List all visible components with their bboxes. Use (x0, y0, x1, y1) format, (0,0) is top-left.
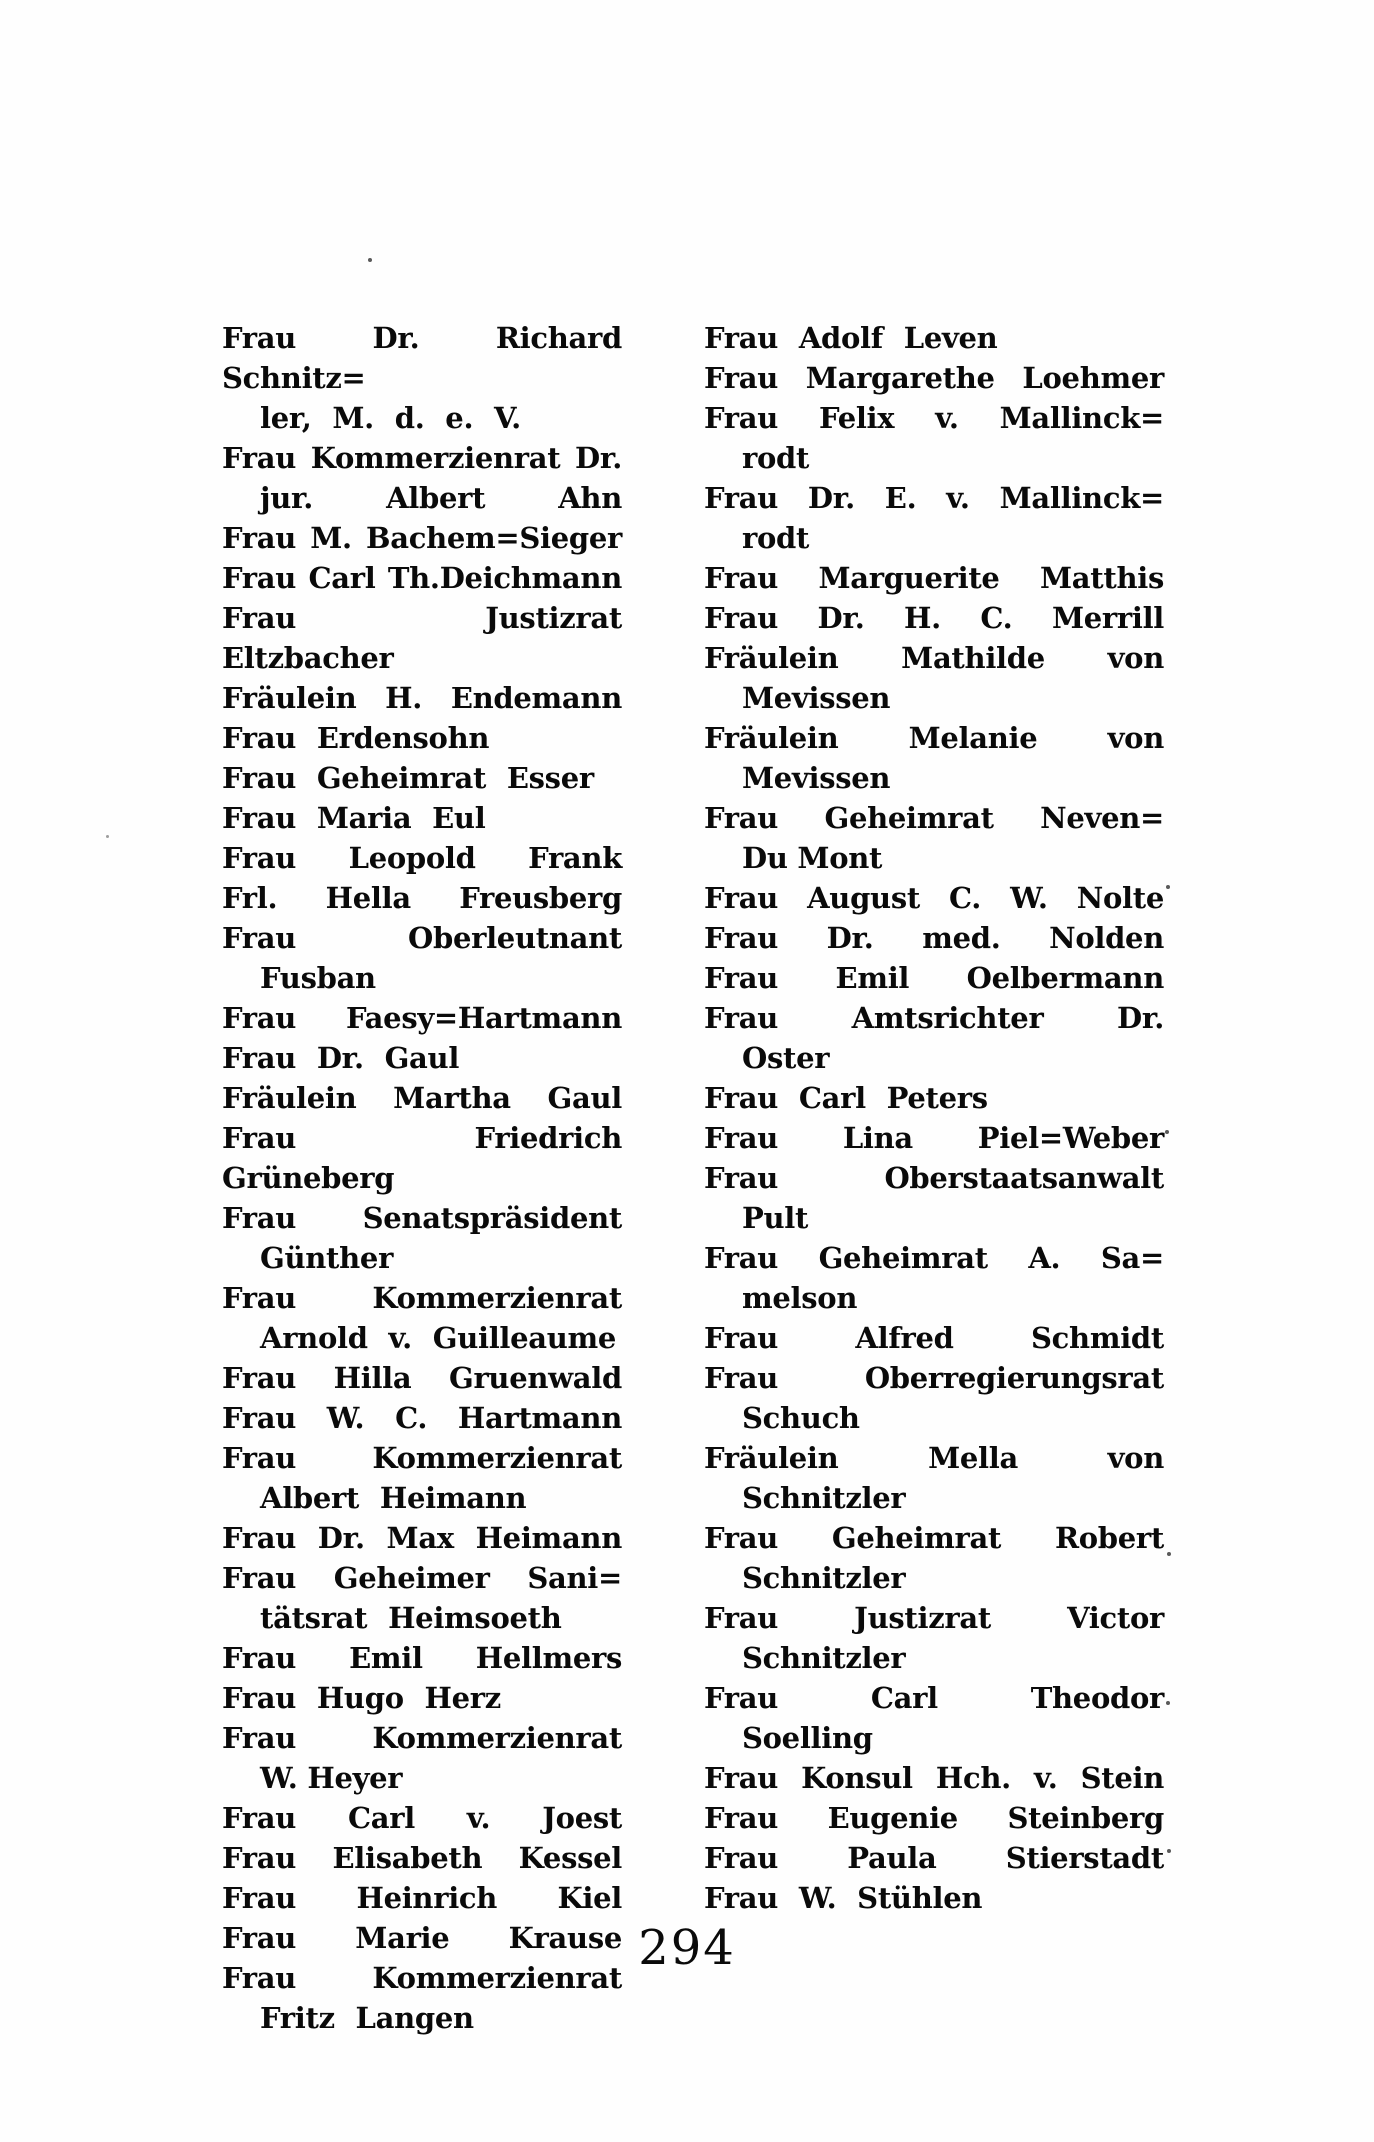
entry-line: Frau Geheimrat Robert (704, 1521, 1164, 1555)
entry-line: Frl. Hella Freusberg (222, 881, 622, 915)
entry-line: Fräulein Mella von (704, 1441, 1164, 1475)
entry-line: Frau Geheimrat Neven= (704, 801, 1164, 835)
entry-line: Frau Elisabeth Kessel (222, 1841, 622, 1875)
entry-line: Frau Senatspräsident (222, 1201, 622, 1235)
scan-speck (1167, 1849, 1171, 1853)
page-number: 294 (638, 1920, 736, 1976)
entry-line: Frau Carl Th.Deichmann (222, 561, 622, 595)
entry-line: Frau Kommerzienrat (222, 1721, 622, 1755)
entry-line: Frau Justizrat Victor (704, 1601, 1164, 1635)
entry-line: Frau Kommerzienrat Dr. (222, 441, 622, 475)
entry-line: Frau Margarethe Loehmer (704, 361, 1164, 395)
entry-line: Arnold v. Guilleaume (260, 1321, 617, 1355)
entry-line: Frau Oberstaatsanwalt (704, 1161, 1164, 1195)
entry-line: Schnitzler (742, 1481, 906, 1515)
entry-line: Frau Friedrich Grüneberg (222, 1121, 622, 1195)
entry-line: Frau Geheimrat Esser (222, 761, 594, 795)
scan-speck (368, 258, 372, 262)
entry-line: Fusban (260, 961, 376, 995)
entry-line: Frau Felix v. Mallinck= (704, 401, 1164, 435)
entry-line: Frau Emil Hellmers (222, 1641, 622, 1675)
scan-speck (106, 835, 109, 838)
entry-line: Frau Hugo Herz (222, 1681, 501, 1715)
entry-line: Soelling (742, 1721, 873, 1755)
entry-line: Frau Maria Eul (222, 801, 486, 835)
entry-line: Frau Erdensohn (222, 721, 490, 755)
entry-line: Fräulein Melanie von (704, 721, 1164, 755)
entry-line: Frau M. Bachem=Sieger (222, 521, 622, 555)
left-column (222, 318, 622, 2038)
entry-line: Frau Eugenie Steinberg (704, 1801, 1164, 1835)
scan-speck (1167, 1552, 1171, 1556)
entry-line: Frau August C. W. Nolte (704, 881, 1164, 915)
entry-line: Frau Kommerzienrat (222, 1281, 622, 1315)
scan-speck (1165, 1130, 1169, 1134)
entry-line: Frau Marguerite Matthis (704, 561, 1164, 595)
entry-line: Frau Geheimrat A. Sa= (704, 1241, 1164, 1275)
entry-line: W. Heyer (260, 1761, 403, 1795)
entry-line: Frau Emil Oelbermann (704, 961, 1164, 995)
entry-line: Schnitzler (742, 1641, 906, 1675)
entry-line: Oster (742, 1041, 830, 1075)
entry-line: Pult (742, 1201, 809, 1235)
entry-line: Du Mont (742, 841, 883, 875)
entry-line: tätsrat Heimsoeth (260, 1601, 562, 1635)
entry-line: Frau Geheimer Sani= (222, 1561, 622, 1595)
entry-line: Frau Oberleutnant (222, 921, 622, 955)
entry-line: Frau Carl v. Joest (222, 1801, 622, 1835)
entry-line: rodt (742, 441, 810, 475)
entry-line: Frau Dr. med. Nolden (704, 921, 1164, 955)
entry-line: Frau Lina Piel=Weber (704, 1121, 1164, 1155)
entry-line: Frau Faesy=Hartmann (222, 1001, 622, 1035)
entry-line: Frau W. C. Hartmann (222, 1401, 622, 1435)
entry-line: Frau Carl Peters (704, 1081, 988, 1115)
entry-line: Frau Dr. H. C. Merrill (704, 601, 1164, 635)
entry-line: ler, M. d. e. V. (260, 401, 521, 435)
entry-line: Frau Kommerzienrat (222, 1961, 622, 1995)
entry-line: Frau Hilla Gruenwald (222, 1361, 622, 1395)
entry-line: Frau Kommerzienrat (222, 1441, 622, 1475)
entry-line: Fräulein H. Endemann (222, 681, 622, 715)
scan-speck (1166, 1701, 1170, 1705)
entry-line: Schnitzler (742, 1561, 906, 1595)
entry-line: Frau Leopold Frank (222, 841, 622, 875)
entry-line: Fräulein Martha Gaul (222, 1081, 622, 1115)
entry-line: Schuch (742, 1401, 860, 1435)
entry-line: Frau Dr. Max Heimann (222, 1521, 622, 1555)
entry-line: Albert Heimann (260, 1481, 527, 1515)
entry-line: Mevissen (742, 681, 891, 715)
entry-line: Mevissen (742, 761, 891, 795)
entry-line: Frau Marie Krause (222, 1921, 622, 1955)
right-column (704, 318, 1164, 1918)
entry-line: Frau Dr. Gaul (222, 1041, 460, 1075)
entry-line: Frau Dr. E. v. Mallinck= (704, 481, 1164, 515)
entry-line: rodt (742, 521, 810, 555)
entry-line: Frau Paula Stierstadt (704, 1841, 1164, 1875)
entry-line: Frau Alfred Schmidt (704, 1321, 1164, 1355)
entry-line: Fritz Langen (260, 2001, 474, 2035)
entry-line: Frau Konsul Hch. v. Stein (704, 1761, 1164, 1795)
entry-line: melson (742, 1281, 858, 1315)
entry-line: Frau Heinrich Kiel (222, 1881, 622, 1915)
entry-line: Frau Justizrat Eltzbacher (222, 601, 622, 675)
entry-line: Frau Adolf Leven (704, 321, 998, 355)
entry-line: Frau Amtsrichter Dr. (704, 1001, 1164, 1035)
entry-line: Fräulein Mathilde von (704, 641, 1164, 675)
scan-speck (1166, 885, 1170, 889)
entry-line: Frau Dr. Richard Schnitz= (222, 321, 622, 395)
entry-line: jur. Albert Ahn (260, 481, 622, 515)
entry-line: Frau Oberregierungsrat (704, 1361, 1164, 1395)
entry-line: Frau Carl Theodor (704, 1681, 1164, 1715)
entry-line: Günther (260, 1241, 394, 1275)
entry-line: Frau W. Stühlen (704, 1881, 983, 1915)
